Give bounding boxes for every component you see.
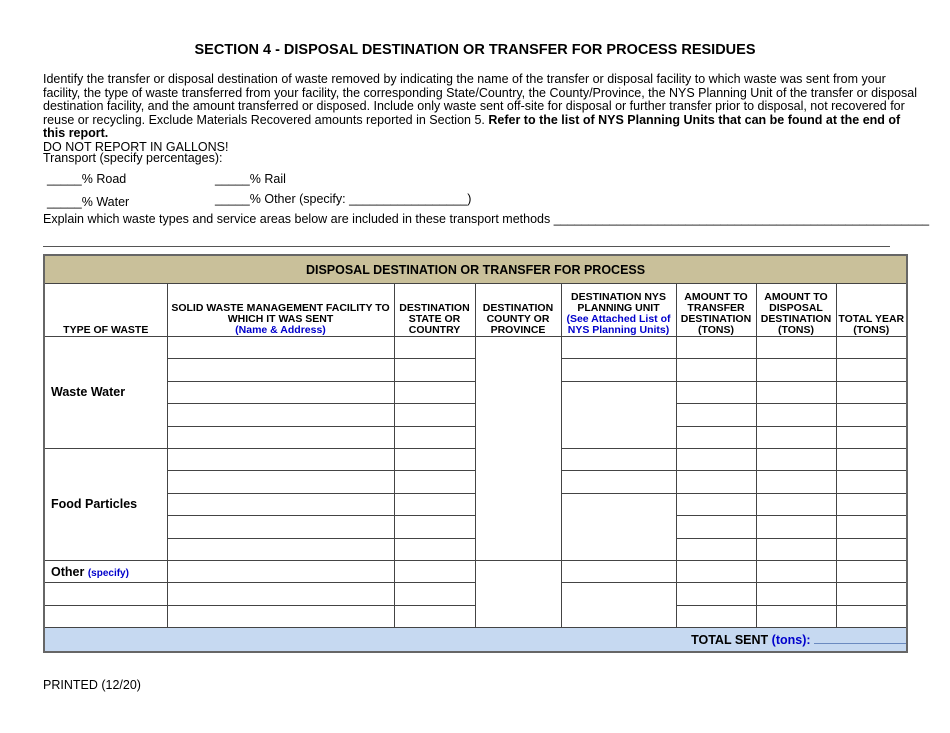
disposal-table bbox=[43, 254, 908, 653]
cell-facility[interactable] bbox=[167, 605, 394, 627]
waste-water-label: Waste Water bbox=[44, 337, 167, 449]
cell-disposal[interactable] bbox=[756, 583, 836, 605]
cell-county[interactable] bbox=[475, 337, 561, 561]
cell-total[interactable] bbox=[836, 381, 907, 403]
col-facility-label: SOLID WASTE MANAGEMENT FACILITY TO WHICH IT WAS SENT bbox=[171, 302, 390, 325]
cell-transfer[interactable] bbox=[676, 359, 756, 381]
col-facility bbox=[167, 284, 394, 337]
cell-disposal[interactable] bbox=[756, 493, 836, 515]
transport-road-field[interactable]: _____% Road bbox=[47, 172, 127, 186]
cell-facility[interactable] bbox=[167, 538, 394, 560]
cell-total[interactable] bbox=[836, 471, 907, 493]
cell-state[interactable] bbox=[394, 516, 475, 538]
cell-facility[interactable] bbox=[167, 337, 394, 359]
cell-disposal[interactable] bbox=[756, 448, 836, 470]
cell-total[interactable] bbox=[836, 404, 907, 426]
cell-facility[interactable] bbox=[167, 516, 394, 538]
cell-state[interactable] bbox=[394, 448, 475, 470]
col-transfer: AMOUNT TO TRANSFER DESTINATION (TONS) bbox=[676, 284, 756, 337]
cell-transfer[interactable] bbox=[676, 493, 756, 515]
instructions-bold: Refer to the list of NYS Planning Units that can be found at the end of this report. bbox=[43, 112, 901, 141]
cell-facility[interactable] bbox=[167, 560, 394, 582]
instructions bbox=[43, 73, 918, 155]
printed-date: PRINTED (12/20) bbox=[43, 678, 141, 692]
cell-transfer[interactable] bbox=[676, 448, 756, 470]
cell-state[interactable] bbox=[394, 426, 475, 448]
cell-planning[interactable] bbox=[561, 560, 676, 582]
col-disposal: AMOUNT TO DISPOSAL DESTINATION (TONS) bbox=[756, 284, 836, 337]
cell-transfer[interactable] bbox=[676, 404, 756, 426]
cell-planning[interactable] bbox=[561, 471, 676, 493]
col-planning-label: DESTINATION NYS PLANNING UNIT bbox=[571, 291, 666, 314]
transport-other-field[interactable]: _____% Other (specify: _________________) bbox=[215, 192, 472, 206]
col-total: TOTAL YEAR (TONS) bbox=[836, 284, 907, 337]
food-particles-label: Food Particles bbox=[44, 448, 167, 560]
table-row bbox=[44, 560, 907, 582]
transport-heading: Transport (specify percentages): bbox=[43, 151, 223, 165]
cell-facility[interactable] bbox=[167, 493, 394, 515]
cell-total[interactable] bbox=[836, 448, 907, 470]
cell-disposal[interactable] bbox=[756, 605, 836, 627]
col-planning-unit bbox=[561, 284, 676, 337]
cell-transfer[interactable] bbox=[676, 538, 756, 560]
cell-facility[interactable] bbox=[167, 404, 394, 426]
cell-total[interactable] bbox=[836, 560, 907, 582]
other-label[interactable] bbox=[44, 560, 167, 582]
cell-facility[interactable] bbox=[167, 583, 394, 605]
cell-disposal[interactable] bbox=[756, 359, 836, 381]
cell-total[interactable] bbox=[836, 359, 907, 381]
transport-rail-field[interactable]: _____% Rail bbox=[215, 172, 286, 186]
cell-transfer[interactable] bbox=[676, 381, 756, 403]
cell-disposal[interactable] bbox=[756, 560, 836, 582]
cell-state[interactable] bbox=[394, 583, 475, 605]
col-type-of-waste: TYPE OF WASTE bbox=[44, 284, 167, 337]
total-sent-row bbox=[44, 628, 907, 653]
cell-state[interactable] bbox=[394, 337, 475, 359]
col-planning-sub: (See Attached List of NYS Planning Units) bbox=[566, 313, 671, 336]
cell-state[interactable] bbox=[394, 381, 475, 403]
cell-state[interactable] bbox=[394, 404, 475, 426]
cell-planning[interactable] bbox=[561, 448, 676, 470]
transport-water-field[interactable]: _____% Water bbox=[47, 195, 130, 209]
instructions-text: Identify the transfer or disposal destination of waste removed by indicating the name of the transfer or disposal facility to which waste was sent from your facility, the type of waste transferred from your facility, the corresponding State/Country, the County/Province, the NYS Planning Unit of the transfer or disposal destination facility, and the amount transferred or disposed. Include only waste sent off-site for disposal or further transfer prior to disposal, not recovered for reuse or recycling. Exclude Materials Recovered amounts reported in Section 5. bbox=[43, 72, 918, 127]
cell-transfer[interactable] bbox=[676, 337, 756, 359]
cell-planning[interactable] bbox=[561, 583, 676, 628]
table-row bbox=[44, 337, 907, 359]
explain-continuation-line[interactable] bbox=[43, 246, 890, 247]
col-facility-sub: (Name & Address) bbox=[235, 324, 326, 336]
cell-planning[interactable] bbox=[561, 359, 676, 381]
cell-transfer[interactable] bbox=[676, 560, 756, 582]
cell-facility[interactable] bbox=[167, 448, 394, 470]
cell-total[interactable] bbox=[836, 493, 907, 515]
cell-transfer[interactable] bbox=[676, 605, 756, 627]
cell-facility[interactable] bbox=[167, 426, 394, 448]
total-sent-label: TOTAL SENT bbox=[691, 632, 769, 647]
cell-planning[interactable] bbox=[561, 337, 676, 359]
cell-total[interactable] bbox=[836, 426, 907, 448]
cell-disposal[interactable] bbox=[756, 538, 836, 560]
cell-transfer[interactable] bbox=[676, 471, 756, 493]
transport-explain-field[interactable]: Explain which waste types and service areas below are included in these transport methods ______________________________________________________ bbox=[43, 212, 930, 226]
table-band-title: DISPOSAL DESTINATION OR TRANSFER FOR PROCESS bbox=[44, 255, 907, 284]
instructions-warning: DO NOT REPORT IN GALLONS! bbox=[43, 139, 229, 154]
cell-state[interactable] bbox=[394, 538, 475, 560]
cell-disposal[interactable] bbox=[756, 426, 836, 448]
cell-total[interactable] bbox=[836, 605, 907, 627]
cell-disposal[interactable] bbox=[756, 337, 836, 359]
cell-type[interactable] bbox=[44, 605, 167, 627]
cell-state[interactable] bbox=[394, 560, 475, 582]
cell-total[interactable] bbox=[836, 337, 907, 359]
other-specify: (specify) bbox=[87, 567, 129, 579]
cell-county[interactable] bbox=[475, 560, 561, 627]
cell-planning[interactable] bbox=[561, 381, 676, 448]
cell-state[interactable] bbox=[394, 605, 475, 627]
col-state: DESTINATION STATE OR COUNTRY bbox=[394, 284, 475, 337]
cell-planning[interactable] bbox=[561, 493, 676, 560]
cell-disposal[interactable] bbox=[756, 404, 836, 426]
cell-state[interactable] bbox=[394, 493, 475, 515]
cell-facility[interactable] bbox=[167, 359, 394, 381]
total-sent-unit: (tons): bbox=[771, 632, 811, 647]
cell-total[interactable] bbox=[836, 583, 907, 605]
col-county: DESTINATION COUNTY OR PROVINCE bbox=[475, 284, 561, 337]
cell-state[interactable] bbox=[394, 359, 475, 381]
other-label-text: Other bbox=[51, 564, 85, 579]
cell-state[interactable] bbox=[394, 471, 475, 493]
total-sent-field[interactable] bbox=[814, 633, 906, 644]
cell-transfer[interactable] bbox=[676, 426, 756, 448]
section-title: SECTION 4 - DISPOSAL DESTINATION OR TRANSFER FOR PROCESS RESIDUES bbox=[194, 42, 756, 58]
cell-disposal[interactable] bbox=[756, 471, 836, 493]
cell-disposal[interactable] bbox=[756, 516, 836, 538]
cell-disposal[interactable] bbox=[756, 381, 836, 403]
cell-total[interactable] bbox=[836, 538, 907, 560]
cell-transfer[interactable] bbox=[676, 516, 756, 538]
cell-type[interactable] bbox=[44, 583, 167, 605]
cell-facility[interactable] bbox=[167, 471, 394, 493]
cell-facility[interactable] bbox=[167, 381, 394, 403]
cell-transfer[interactable] bbox=[676, 583, 756, 605]
cell-total[interactable] bbox=[836, 516, 907, 538]
